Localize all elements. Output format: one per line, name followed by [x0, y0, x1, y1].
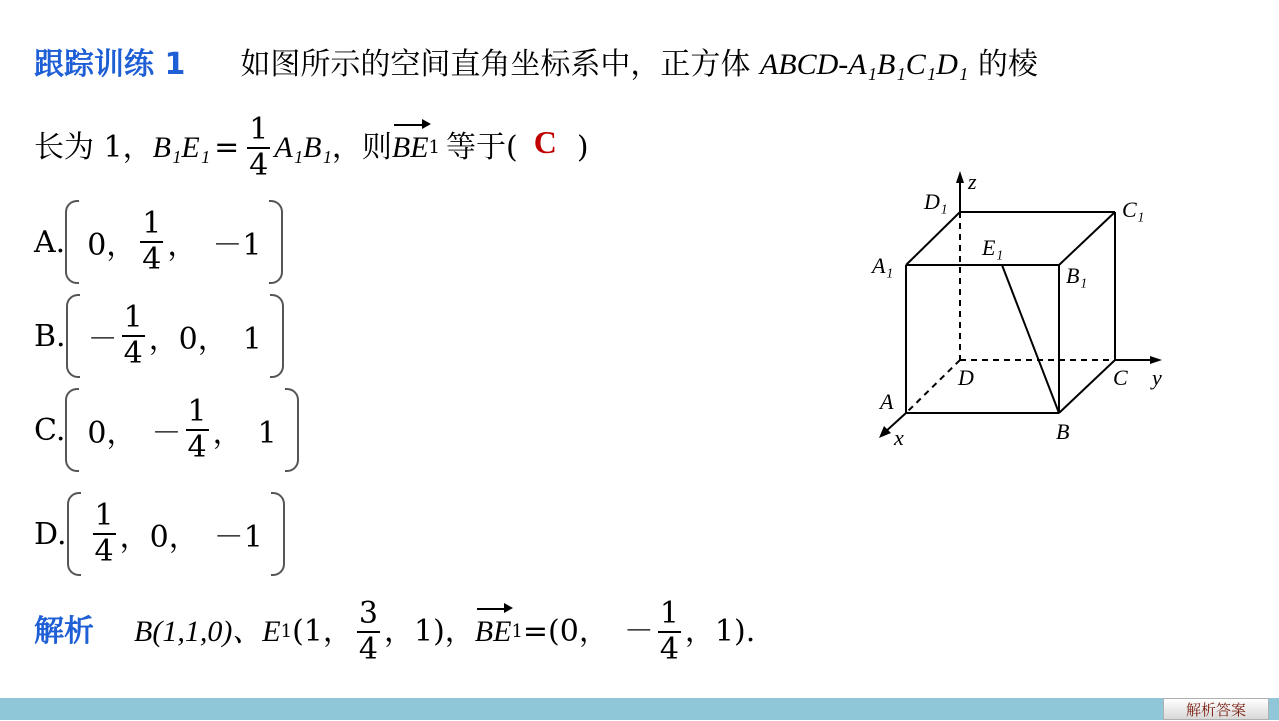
- problem-line-1: [34, 45, 1038, 85]
- solution-heading: 解析: [34, 614, 94, 649]
- solution-fraction-2: [658, 597, 681, 667]
- solution-part-5: ，1).: [684, 614, 756, 649]
- edge-b1c1: [1059, 212, 1115, 265]
- option-d-label: D.: [34, 516, 67, 552]
- problem-text-2: 的棱: [977, 47, 1038, 82]
- label-c1: C₁: [1122, 197, 1145, 222]
- solution-den-2: 4: [659, 632, 679, 667]
- solution-vector-sub: 1: [511, 621, 523, 642]
- vector-be-sub: 1: [428, 137, 440, 158]
- label-d: D: [958, 365, 974, 390]
- show-answer-button[interactable]: 解析答案: [1163, 698, 1269, 720]
- option-d[interactable]: [34, 492, 285, 576]
- option-c-num: 1: [187, 394, 207, 429]
- solution-line: [34, 592, 755, 672]
- option-a-num: 1: [142, 206, 162, 241]
- label-c: C: [1113, 365, 1128, 390]
- option-a-fraction: [140, 207, 163, 277]
- solution-fraction-1: [357, 597, 380, 667]
- label-b: B: [1056, 419, 1070, 444]
- option-c[interactable]: [34, 388, 299, 472]
- vector-be: BE: [392, 128, 429, 168]
- label-z: z: [968, 169, 977, 194]
- option-b-part-1: －: [87, 322, 118, 357]
- solution-den-1: 4: [358, 632, 378, 667]
- option-a-part-1: 0，: [87, 228, 137, 263]
- cube-name: ABCD-A₁B₁C₁D₁: [759, 48, 969, 81]
- label-x: x: [894, 425, 904, 450]
- option-c-fraction: [186, 395, 209, 465]
- segment-be1: [1002, 265, 1059, 413]
- label-b1: B₁: [1066, 263, 1088, 288]
- option-b-label: B.: [34, 318, 66, 354]
- label-d1: D₁: [924, 189, 948, 214]
- edge-a1d1: [906, 212, 960, 265]
- option-c-den: 4: [187, 430, 207, 465]
- solution-vector: BE: [475, 612, 512, 652]
- option-c-label: C.: [34, 412, 66, 448]
- answer-choice: C: [533, 124, 557, 160]
- option-b-part-2: ，0， 1: [148, 322, 262, 357]
- edge-da: [906, 360, 960, 413]
- cond-right: A₁B₁: [274, 131, 332, 164]
- option-a-label: A.: [34, 224, 66, 260]
- option-c-part-1: 0， －: [87, 416, 182, 451]
- problem-text-3: 长为 1，: [34, 130, 153, 165]
- solution-num-1: 3: [358, 596, 378, 631]
- solution-part-1: B(1,1,0)、E: [134, 615, 281, 648]
- edge-bc: [1059, 360, 1115, 413]
- solution-part-4: =(0， －: [522, 614, 654, 649]
- cond-den: 4: [249, 148, 269, 183]
- option-d-part-2: ，0， －1: [119, 520, 263, 555]
- solution-part-3: ，1)，: [383, 614, 475, 649]
- option-d-num: 1: [94, 498, 114, 533]
- cube-figure: [860, 165, 1180, 455]
- option-d-fraction: [93, 499, 116, 569]
- problem-line-2: [34, 108, 589, 188]
- solution-num-2: 1: [659, 596, 679, 631]
- label-y: y: [1152, 365, 1162, 390]
- option-b-fraction: [122, 301, 145, 371]
- label-a: A: [880, 389, 894, 414]
- bottom-bar: [0, 698, 1279, 720]
- problem-text-1: 如图所示的空间直角坐标系中，正方体: [240, 47, 751, 82]
- option-b[interactable]: [34, 294, 284, 378]
- option-c-part-2: ， 1: [212, 416, 277, 451]
- cond-fraction: [247, 113, 270, 183]
- option-a-part-2: ， －1: [167, 228, 262, 263]
- problem-text-5: 等于(: [446, 130, 518, 165]
- option-b-num: 1: [123, 300, 143, 335]
- option-a[interactable]: [34, 200, 283, 284]
- label-a1: A₁: [872, 253, 894, 278]
- arrow-z: [956, 171, 964, 183]
- cond-left: B₁E₁: [152, 131, 211, 164]
- solution-part-1-sub: 1: [280, 621, 293, 642]
- problem-close: ): [576, 130, 589, 165]
- solution-part-2: (1，: [292, 614, 353, 649]
- cond-eq: =: [214, 130, 240, 165]
- arrow-y: [1150, 356, 1162, 364]
- option-b-den: 4: [123, 336, 143, 371]
- cond-num: 1: [249, 112, 269, 147]
- option-a-den: 4: [142, 242, 162, 277]
- option-d-den: 4: [94, 534, 114, 569]
- label-e1: E₁: [982, 235, 1004, 260]
- problem-text-4: ，则: [331, 130, 392, 165]
- problem-heading: 跟踪训练 1: [34, 47, 186, 82]
